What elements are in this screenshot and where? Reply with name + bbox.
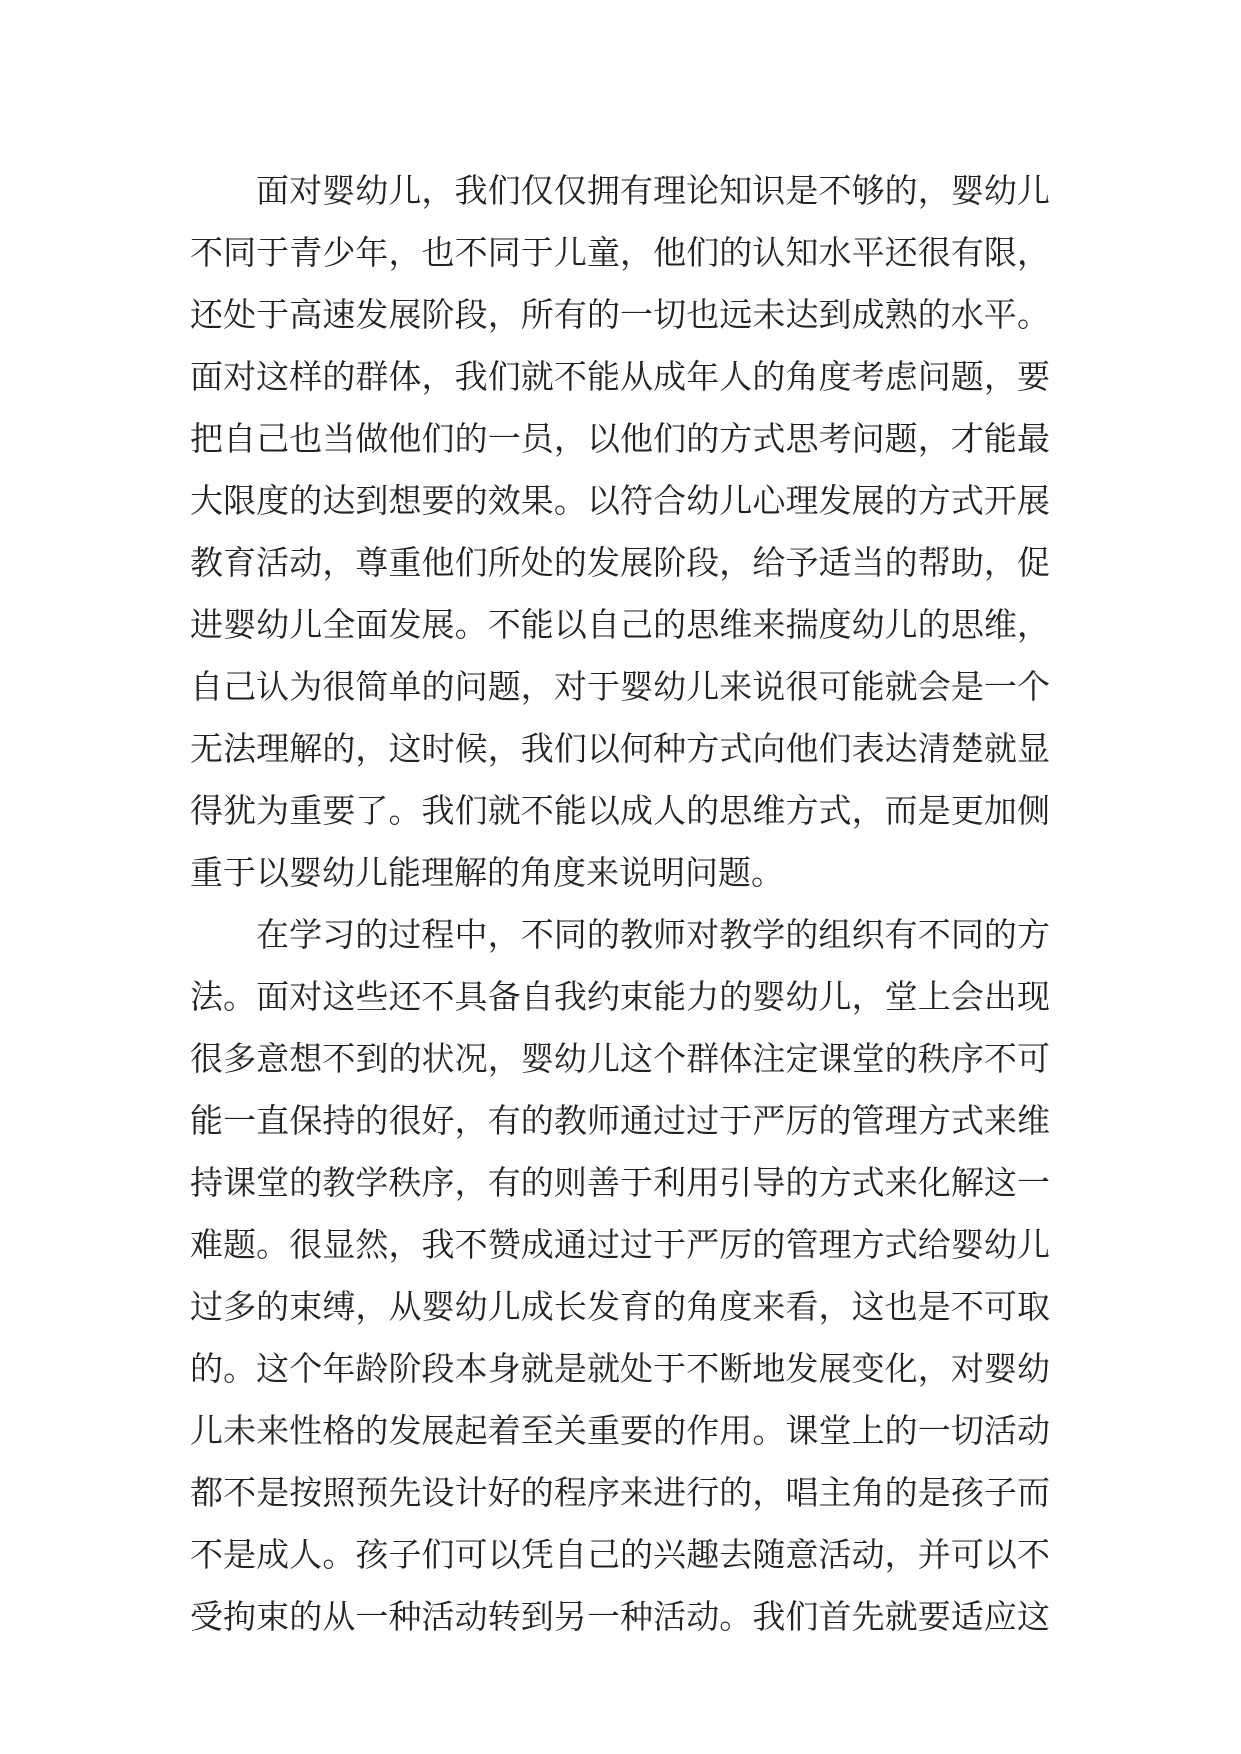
- paragraph-2-line-5: 持课堂的教学秩序，有的则善于利用引导的方式来化解这一: [190, 1163, 1050, 1202]
- paragraph-1-line-5: 把自己也当做他们的一员，以他们的方式思考问题，才能最: [190, 419, 1050, 458]
- paragraph-1-line-1: 面对婴幼儿，我们仅仅拥有理论知识是不够的，婴幼儿: [256, 171, 1050, 210]
- paragraph-2-line-7: 过多的束缚，从婴幼儿成长发育的角度来看，这也是不可取: [190, 1287, 1050, 1326]
- paragraph-1-line-3: 还处于高速发展阶段，所有的一切也远未达到成熟的水平。: [190, 295, 1050, 334]
- paragraph-1-line-12: 重于以婴幼儿能理解的角度来说明问题。: [190, 853, 784, 892]
- paragraph-2-line-1: 在学习的过程中，不同的教师对教学的组织有不同的方: [256, 915, 1050, 954]
- paragraph-2-line-4: 能一直保持的很好，有的教师通过过于严厉的管理方式来维: [190, 1101, 1050, 1140]
- paragraph-1-line-6: 大限度的达到想要的效果。以符合幼儿心理发展的方式开展: [190, 481, 1050, 520]
- paragraph-2-line-11: 不是成人。孩子们可以凭自己的兴趣去随意活动，并可以不: [190, 1535, 1050, 1574]
- document-body: [190, 160, 1050, 1648]
- paragraph-2-line-9: 儿未来性格的发展起着至关重要的作用。课堂上的一切活动: [190, 1411, 1050, 1450]
- paragraph-1-line-8: 进婴幼儿全面发展。不能以自己的思维来揣度幼儿的思维，: [190, 605, 1050, 644]
- paragraph-1-line-9: 自己认为很简单的问题，对于婴幼儿来说很可能就会是一个: [190, 667, 1050, 706]
- paragraph-2-line-3: 很多意想不到的状况，婴幼儿这个群体注定课堂的秩序不可: [190, 1039, 1050, 1078]
- paragraph-1-line-7: 教育活动，尊重他们所处的发展阶段，给予适当的帮助，促: [190, 543, 1050, 582]
- paragraph-2-line-10: 都不是按照预先设计好的程序来进行的，唱主角的是孩子而: [190, 1473, 1050, 1512]
- paragraph-1-line-10: 无法理解的，这时候，我们以何种方式向他们表达清楚就显: [190, 729, 1050, 768]
- paragraph-2-line-12: 受拘束的从一种活动转到另一种活动。我们首先就要适应这: [190, 1597, 1050, 1636]
- paragraph-2-line-2: 法。面对这些还不具备自我约束能力的婴幼儿，堂上会出现: [190, 977, 1050, 1016]
- paragraph-1-line-11: 得犹为重要了。我们就不能以成人的思维方式，而是更加侧: [190, 791, 1050, 830]
- paragraph-2-line-6: 难题。很显然，我不赞成通过过于严厉的管理方式给婴幼儿: [190, 1225, 1050, 1264]
- paragraph-1-line-4: 面对这样的群体，我们就不能从成年人的角度考虑问题，要: [190, 357, 1050, 396]
- paragraph-2-line-8: 的。这个年龄阶段本身就是就处于不断地发展变化，对婴幼: [190, 1349, 1050, 1388]
- paragraph-1-line-2: 不同于青少年，也不同于儿童，他们的认知水平还很有限，: [190, 233, 1050, 272]
